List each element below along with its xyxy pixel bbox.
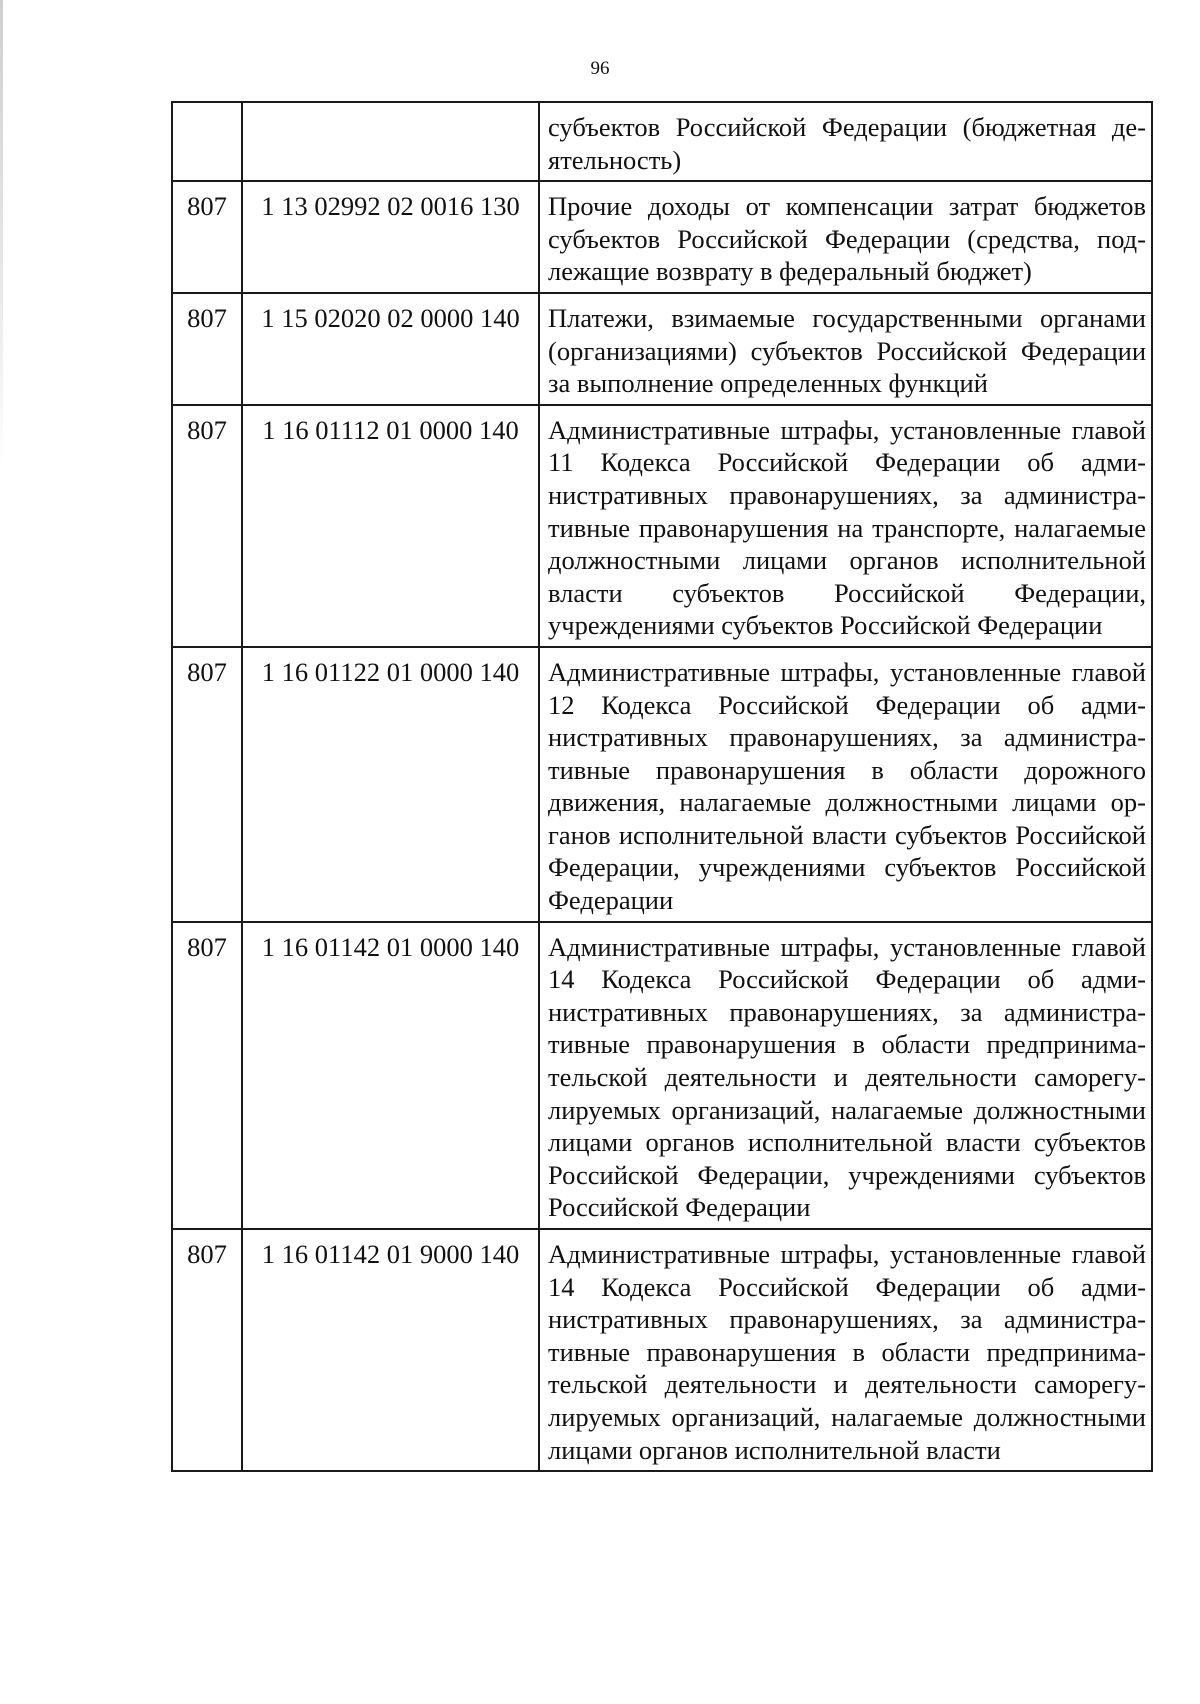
page-number: 96	[590, 58, 610, 79]
revenue-codes-table	[171, 101, 1153, 1472]
budget-code-cell: 1 15 02020 02 0000 140	[242, 293, 539, 405]
description-cell: Административные штрафы, установленные главой 14 Кодекса Российской Федерации об административных правонарушениях, за административные правонарушения в области предпринимательской деятельности и деятельности саморегулируемых организаций, налагаемые должностными лицами органов исполнительной власти	[539, 1229, 1152, 1471]
admin-code-cell: 807	[172, 405, 242, 647]
budget-code-cell	[242, 102, 539, 181]
table-row	[172, 181, 1152, 293]
admin-code-cell: 807	[172, 181, 242, 293]
admin-code-cell: 807	[172, 293, 242, 405]
table-row	[172, 1229, 1152, 1471]
budget-code-cell: 1 16 01142 01 0000 140	[242, 922, 539, 1229]
admin-code-cell: 807	[172, 1229, 242, 1471]
table-row	[172, 102, 1152, 181]
table-row	[172, 293, 1152, 405]
budget-code-cell: 1 16 01112 01 0000 140	[242, 405, 539, 647]
admin-code-cell: 807	[172, 922, 242, 1229]
description-cell: Административные штрафы, установленные главой 11 Кодекса Российской Федерации об административных правонарушениях, за административные правонарушения на транспорте, налагаемые должностными лицами органов исполнительной власти субъектов Российской Федерации, учреждениями субъектов Российской Федерации	[539, 405, 1152, 647]
description-cell: субъектов Российской Федерации (бюджетная деятельность)	[539, 102, 1152, 181]
admin-code-cell	[172, 102, 242, 181]
table-row	[172, 647, 1152, 922]
description-cell: Административные штрафы, установленные главой 12 Кодекса Российской Федерации об административных правонарушениях, за административные правонарушения в области дорожного движения, налагаемые должностными лицами органов исполнительной власти субъектов Российской Федерации, учреждениями субъектов Российской Федерации	[539, 647, 1152, 922]
description-cell: Прочие доходы от компенсации затрат бюджетов субъектов Российской Федерации (средства, подлежащие возврату в федеральный бюджет)	[539, 181, 1152, 293]
admin-code-cell: 807	[172, 647, 242, 922]
table-row	[172, 405, 1152, 647]
description-cell: Административные штрафы, установленные главой 14 Кодекса Российской Федерации об административных правонарушениях, за административные правонарушения в области предпринимательской деятельности и деятельности саморегулируемых организаций, налагаемые должностными лицами органов исполнительной власти субъектов Российской Федерации, учреждениями субъектов Российской Федерации	[539, 922, 1152, 1229]
table-row	[172, 922, 1152, 1229]
budget-code-cell: 1 13 02992 02 0016 130	[242, 181, 539, 293]
budget-code-cell: 1 16 01142 01 9000 140	[242, 1229, 539, 1471]
description-cell: Платежи, взимаемые государственными органами (организациями) субъектов Российской Федерации за выполнение определенных функций	[539, 293, 1152, 405]
budget-code-cell: 1 16 01122 01 0000 140	[242, 647, 539, 922]
